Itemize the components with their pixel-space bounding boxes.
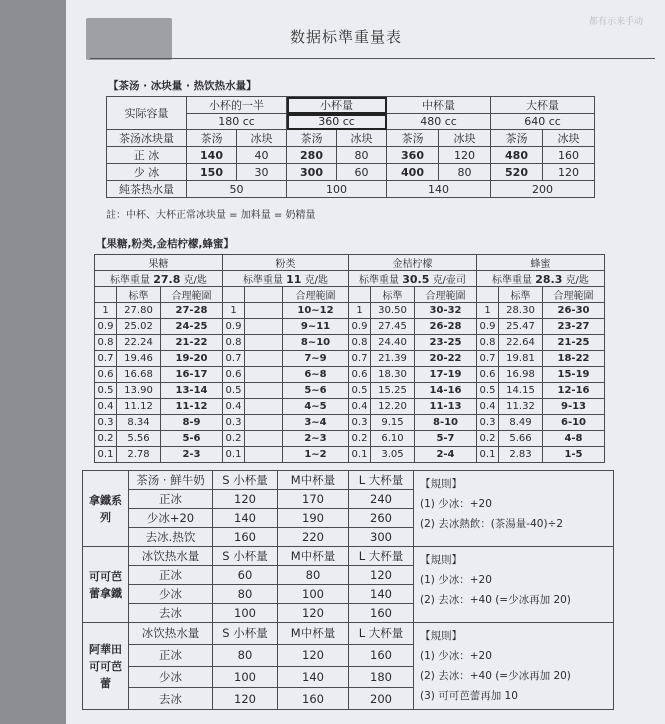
rule-line: (2) 去冰：+40 (=少冰再加 20) xyxy=(420,670,571,682)
std-cell: 24.40 xyxy=(371,335,415,351)
std-cell: 11.12 xyxy=(117,399,161,415)
std-cell xyxy=(245,415,283,431)
col-range: 合理範圍 xyxy=(415,287,477,303)
std-cell: 18.30 xyxy=(371,367,415,383)
std-weight xyxy=(349,271,477,287)
range-cell: 20-22 xyxy=(415,351,477,367)
std-value: 28.3 xyxy=(535,273,563,286)
volume-cell: 140 xyxy=(349,585,414,604)
volume-cell: 120 xyxy=(278,604,349,623)
cell: 480 xyxy=(491,147,543,164)
ratio-cell: 1 xyxy=(95,303,117,319)
range-cell: 30-32 xyxy=(415,303,477,319)
ice-level-label: 正冰 xyxy=(129,490,213,509)
ratio-cell: 0.4 xyxy=(349,399,371,415)
ratio-cell: 0.2 xyxy=(349,431,371,447)
volume-cell: 120 xyxy=(213,490,278,509)
rule-line: (1) 少冰：+20 xyxy=(420,574,492,586)
group-name: 粉类 xyxy=(223,255,349,271)
ratio-cell: 0.3 xyxy=(95,415,117,431)
ratio-cell: 0.1 xyxy=(477,447,499,463)
vol-small: 360 cc xyxy=(287,114,387,130)
volume-cell: 240 xyxy=(349,490,414,509)
std-cell: 11.32 xyxy=(499,399,543,415)
col-range: 合理範圍 xyxy=(543,287,605,303)
ratio-cell: 1 xyxy=(223,303,245,319)
std-cell: 8.34 xyxy=(117,415,161,431)
std-cell: 8.49 xyxy=(499,415,543,431)
drink-group-name: 拿鐵系列 xyxy=(83,471,129,547)
range-cell: 8-10 xyxy=(415,415,477,431)
std-cell: 15.25 xyxy=(371,383,415,399)
rule-line: (2) 去冰熱飲：(茶湯量-40)÷2 xyxy=(420,518,564,530)
range-cell: 11-13 xyxy=(415,399,477,415)
std-cell xyxy=(245,319,283,335)
ratio-cell: 0.5 xyxy=(349,383,371,399)
drink-header: L 大杯量 xyxy=(349,547,414,566)
range-cell: 2-3 xyxy=(161,447,223,463)
ratio-cell: 0.3 xyxy=(477,415,499,431)
ratio-cell: 0.7 xyxy=(223,351,245,367)
std-value: 30.5 xyxy=(402,273,430,286)
col-large: 大杯量 xyxy=(491,97,595,114)
cell: 160 xyxy=(543,147,595,164)
std-label: 标準重量 xyxy=(359,275,400,286)
volume-cell: 100 xyxy=(213,604,278,623)
std-cell: 13.90 xyxy=(117,383,161,399)
ratio-cell: 0.9 xyxy=(95,319,117,335)
std-cell: 5.56 xyxy=(117,431,161,447)
ratio-cell: 0.8 xyxy=(477,335,499,351)
std-cell xyxy=(245,431,283,447)
volume-cell: 80 xyxy=(213,585,278,604)
col-range: 合理範圍 xyxy=(283,287,349,303)
sub-tea: 茶汤 xyxy=(187,130,237,147)
range-cell: 21-25 xyxy=(543,335,605,351)
range-cell: 2-4 xyxy=(415,447,477,463)
volume-cell: 190 xyxy=(278,509,349,528)
vol-medium: 480 cc xyxy=(387,114,491,130)
std-cell: 25.02 xyxy=(117,319,161,335)
hot-large: 200 xyxy=(491,181,595,198)
ice-level-label: 正冰 xyxy=(129,566,213,585)
rule-line: (2) 去冰：+40 (=少冰再加 20) xyxy=(420,594,571,606)
col-std: 标準 xyxy=(117,287,161,303)
volume-cell: 200 xyxy=(349,688,414,710)
col-small: 小杯量 xyxy=(287,97,387,114)
std-label: 标準重量 xyxy=(492,275,533,286)
volume-cell: 160 xyxy=(349,604,414,623)
ratio-cell: 0.7 xyxy=(95,351,117,367)
range-cell: 17-19 xyxy=(415,367,477,383)
hot-half-small: 50 xyxy=(187,181,287,198)
document-title: 数据标準重量表 xyxy=(290,28,403,46)
rules-cell xyxy=(414,623,614,710)
drink-header: S 小杯量 xyxy=(213,547,278,566)
range-cell: 27-28 xyxy=(161,303,223,319)
blank-cell xyxy=(95,287,117,303)
vol-large: 640 cc xyxy=(491,114,595,130)
range-cell: 7~9 xyxy=(283,351,349,367)
range-cell: 3~4 xyxy=(283,415,349,431)
drink-group-name: 可可芭蕾拿鐵 xyxy=(83,547,129,623)
range-cell: 13-14 xyxy=(161,383,223,399)
cell: 30 xyxy=(237,164,287,181)
range-cell: 9-13 xyxy=(543,399,605,415)
range-cell: 14-16 xyxy=(415,383,477,399)
std-cell xyxy=(245,335,283,351)
range-cell: 5~6 xyxy=(283,383,349,399)
range-cell: 6-10 xyxy=(543,415,605,431)
ratio-cell: 0.6 xyxy=(95,367,117,383)
std-cell: 2.78 xyxy=(117,447,161,463)
sub-tea: 茶汤 xyxy=(287,130,337,147)
subheader-label: 茶汤冰块量 xyxy=(107,130,187,147)
range-cell: 8~10 xyxy=(283,335,349,351)
ratio-cell: 0.9 xyxy=(223,319,245,335)
std-cell xyxy=(245,303,283,319)
cell: 120 xyxy=(439,147,491,164)
volume-cell: 160 xyxy=(213,528,278,547)
cell: 400 xyxy=(387,164,439,181)
std-unit: 克/匙 xyxy=(304,275,329,286)
group-name: 金桔柠檬 xyxy=(349,255,477,271)
std-cell: 16.98 xyxy=(499,367,543,383)
hot-water-label: 純茶热水量 xyxy=(107,181,187,198)
rule-line: 【規則】 xyxy=(420,478,462,490)
cell: 150 xyxy=(187,164,237,181)
ice-level-label: 少冰 xyxy=(129,666,213,688)
range-cell: 6~8 xyxy=(283,367,349,383)
blank-cell xyxy=(349,287,371,303)
ratio-cell: 1 xyxy=(349,303,371,319)
group-name: 蜂蜜 xyxy=(477,255,605,271)
ratio-cell: 0.6 xyxy=(349,367,371,383)
std-cell: 21.39 xyxy=(371,351,415,367)
std-cell: 28.30 xyxy=(499,303,543,319)
volume-cell: 300 xyxy=(349,528,414,547)
std-cell: 27.45 xyxy=(371,319,415,335)
blank-cell xyxy=(223,287,245,303)
std-value: 27.8 xyxy=(153,273,181,286)
dose-table xyxy=(94,254,605,463)
cell: 80 xyxy=(337,147,387,164)
volume-cell: 170 xyxy=(278,490,349,509)
std-cell: 19.46 xyxy=(117,351,161,367)
range-cell: 23-27 xyxy=(543,319,605,335)
rule-line: (3) 可可芭蕾再加 10 xyxy=(420,690,518,702)
std-weight xyxy=(223,271,349,287)
rule-line: 【規則】 xyxy=(420,554,462,566)
ratio-cell: 0.3 xyxy=(223,415,245,431)
std-cell: 6.10 xyxy=(371,431,415,447)
std-cell xyxy=(245,447,283,463)
range-cell: 15-19 xyxy=(543,367,605,383)
std-label: 标準重量 xyxy=(110,275,151,286)
sub-ice: 冰块 xyxy=(337,130,387,147)
range-cell: 8-9 xyxy=(161,415,223,431)
drink-header: L 大杯量 xyxy=(349,471,414,490)
std-value: 11 xyxy=(286,273,302,286)
ratio-cell: 0.6 xyxy=(477,367,499,383)
ratio-cell: 0.7 xyxy=(349,351,371,367)
ratio-cell: 0.2 xyxy=(95,431,117,447)
std-cell: 3.05 xyxy=(371,447,415,463)
volume-cell: 160 xyxy=(349,644,414,666)
row-label-less-ice: 少 冰 xyxy=(107,164,187,181)
ice-level-label: 去冰 xyxy=(129,688,213,710)
col-std: 标準 xyxy=(499,287,543,303)
std-cell: 30.50 xyxy=(371,303,415,319)
ice-level-label: 少冰+20 xyxy=(129,509,213,528)
range-cell: 10~12 xyxy=(283,303,349,319)
rules-cell xyxy=(414,547,614,623)
group-name: 果糖 xyxy=(95,255,223,271)
rule-line: (1) 少冰：+20 xyxy=(420,650,492,662)
ratio-cell: 0.3 xyxy=(349,415,371,431)
ratio-cell: 0.8 xyxy=(95,335,117,351)
ratio-cell: 0.7 xyxy=(477,351,499,367)
capacity-label: 实际容量 xyxy=(107,97,187,130)
volume-cell: 140 xyxy=(213,509,278,528)
ratio-cell: 0.2 xyxy=(223,431,245,447)
ratio-cell: 0.1 xyxy=(223,447,245,463)
ratio-cell: 0.8 xyxy=(223,335,245,351)
sub-ice: 冰块 xyxy=(543,130,595,147)
col-range: 合理範圍 xyxy=(161,287,223,303)
drink-group-name: 阿華田可可芭蕾 xyxy=(83,623,129,710)
drink-header: 冰饮热水量 xyxy=(129,547,213,566)
drink-header: 冰饮热水量 xyxy=(129,623,213,645)
range-cell: 26-30 xyxy=(543,303,605,319)
drink-header: M中杯量 xyxy=(278,471,349,490)
cell: 40 xyxy=(237,147,287,164)
std-cell xyxy=(245,367,283,383)
redacted-logo xyxy=(86,18,172,60)
ratio-cell: 0.5 xyxy=(223,383,245,399)
volume-cell: 120 xyxy=(349,566,414,585)
cell: 520 xyxy=(491,164,543,181)
cell: 280 xyxy=(287,147,337,164)
ratio-cell: 0.1 xyxy=(349,447,371,463)
ratio-cell: 0.9 xyxy=(349,319,371,335)
range-cell: 16-17 xyxy=(161,367,223,383)
rule-line: 【規則】 xyxy=(420,630,462,642)
ratio-cell: 0.5 xyxy=(95,383,117,399)
ice-level-label: 少冰 xyxy=(129,585,213,604)
volume-cell: 100 xyxy=(213,666,278,688)
range-cell: 18-22 xyxy=(543,351,605,367)
std-cell: 22.24 xyxy=(117,335,161,351)
ratio-cell: 0.4 xyxy=(95,399,117,415)
range-cell: 5-6 xyxy=(161,431,223,447)
cell: 360 xyxy=(387,147,439,164)
ratio-cell: 0.5 xyxy=(477,383,499,399)
volume-cell: 60 xyxy=(213,566,278,585)
range-cell: 4~5 xyxy=(283,399,349,415)
std-cell: 27.80 xyxy=(117,303,161,319)
drink-header: S 小杯量 xyxy=(213,623,278,645)
cell: 140 xyxy=(187,147,237,164)
range-cell: 24-25 xyxy=(161,319,223,335)
range-cell: 1-5 xyxy=(543,447,605,463)
ratio-cell: 0.2 xyxy=(477,431,499,447)
ratio-cell: 0.4 xyxy=(223,399,245,415)
ice-level-label: 正冰 xyxy=(129,644,213,666)
volume-cell: 180 xyxy=(349,666,414,688)
std-cell: 22.64 xyxy=(499,335,543,351)
std-cell: 19.81 xyxy=(499,351,543,367)
range-cell: 11-12 xyxy=(161,399,223,415)
ratio-cell: 0.1 xyxy=(95,447,117,463)
std-cell: 16.68 xyxy=(117,367,161,383)
row-label-normal-ice: 正 冰 xyxy=(107,147,187,164)
volume-cell: 140 xyxy=(278,666,349,688)
col-medium: 中杯量 xyxy=(387,97,491,114)
drink-header: M中杯量 xyxy=(278,623,349,645)
volume-cell: 100 xyxy=(278,585,349,604)
volume-cell: 120 xyxy=(213,688,278,710)
std-cell: 9.15 xyxy=(371,415,415,431)
range-cell: 5-7 xyxy=(415,431,477,447)
ratio-cell: 0.9 xyxy=(477,319,499,335)
std-weight xyxy=(95,271,223,287)
range-cell: 26-28 xyxy=(415,319,477,335)
std-unit: 克/壶司 xyxy=(432,275,466,286)
range-cell: 19-20 xyxy=(161,351,223,367)
ratio-cell: 0.8 xyxy=(349,335,371,351)
ratio-cell: 1 xyxy=(477,303,499,319)
sub-tea: 茶汤 xyxy=(491,130,543,147)
hot-small: 100 xyxy=(287,181,387,198)
section1-title: 【茶汤 · 冰块量 · 热饮热水量】 xyxy=(108,80,257,92)
cell: 60 xyxy=(337,164,387,181)
sub-ice: 冰块 xyxy=(237,130,287,147)
range-cell: 1~2 xyxy=(283,447,349,463)
std-unit: 克/匙 xyxy=(565,275,589,286)
drink-header: S 小杯量 xyxy=(213,471,278,490)
drink-water-table xyxy=(82,470,614,710)
cell: 120 xyxy=(543,164,595,181)
footnote: 註：中杯、大杯正常冰块量 = 加料量 = 奶精量 xyxy=(106,210,316,221)
cell: 300 xyxy=(287,164,337,181)
range-cell: 4-8 xyxy=(543,431,605,447)
sub-ice: 冰块 xyxy=(439,130,491,147)
std-cell: 5.66 xyxy=(499,431,543,447)
col-std xyxy=(245,287,283,303)
stamp-text: 都有示来手动 xyxy=(588,17,643,27)
volume-cell: 120 xyxy=(278,644,349,666)
col-half-small: 小杯的一半 xyxy=(187,97,287,114)
drink-header: M中杯量 xyxy=(278,547,349,566)
range-cell: 12-16 xyxy=(543,383,605,399)
std-cell: 14.15 xyxy=(499,383,543,399)
section2-title: 【果糖,粉类,金桔柠檬,蜂蜜】 xyxy=(96,238,234,250)
volume-cell: 260 xyxy=(349,509,414,528)
std-cell xyxy=(245,399,283,415)
col-std: 标準 xyxy=(371,287,415,303)
vol-half-small: 180 cc xyxy=(187,114,287,130)
drink-header: L 大杯量 xyxy=(349,623,414,645)
volume-cell: 220 xyxy=(278,528,349,547)
range-cell: 2~3 xyxy=(283,431,349,447)
ice-level-label: 去冰.热饮 xyxy=(129,528,213,547)
volume-cell: 80 xyxy=(213,644,278,666)
sub-tea: 茶汤 xyxy=(387,130,439,147)
range-cell: 9~11 xyxy=(283,319,349,335)
drink-header: 茶汤 · 鮮牛奶 xyxy=(129,471,213,490)
std-cell xyxy=(245,351,283,367)
ratio-cell: 0.4 xyxy=(477,399,499,415)
ratio-cell: 0.6 xyxy=(223,367,245,383)
ice-level-label: 去冰 xyxy=(129,604,213,623)
std-cell: 12.20 xyxy=(371,399,415,415)
range-cell: 21-22 xyxy=(161,335,223,351)
hot-medium: 140 xyxy=(387,181,491,198)
std-cell xyxy=(245,383,283,399)
std-cell: 2.83 xyxy=(499,447,543,463)
cell: 80 xyxy=(439,164,491,181)
std-cell: 25.47 xyxy=(499,319,543,335)
std-weight xyxy=(477,271,605,287)
std-unit: 克/匙 xyxy=(183,275,207,286)
range-cell: 23-25 xyxy=(415,335,477,351)
rule-line: (1) 少冰：+20 xyxy=(420,498,492,510)
volume-cell: 160 xyxy=(278,688,349,710)
volume-cell: 80 xyxy=(278,566,349,585)
blank-cell xyxy=(477,287,499,303)
rules-cell xyxy=(414,471,614,547)
cup-volume-table xyxy=(106,96,595,198)
title-divider xyxy=(90,58,655,59)
std-label: 标準重量 xyxy=(242,275,283,286)
